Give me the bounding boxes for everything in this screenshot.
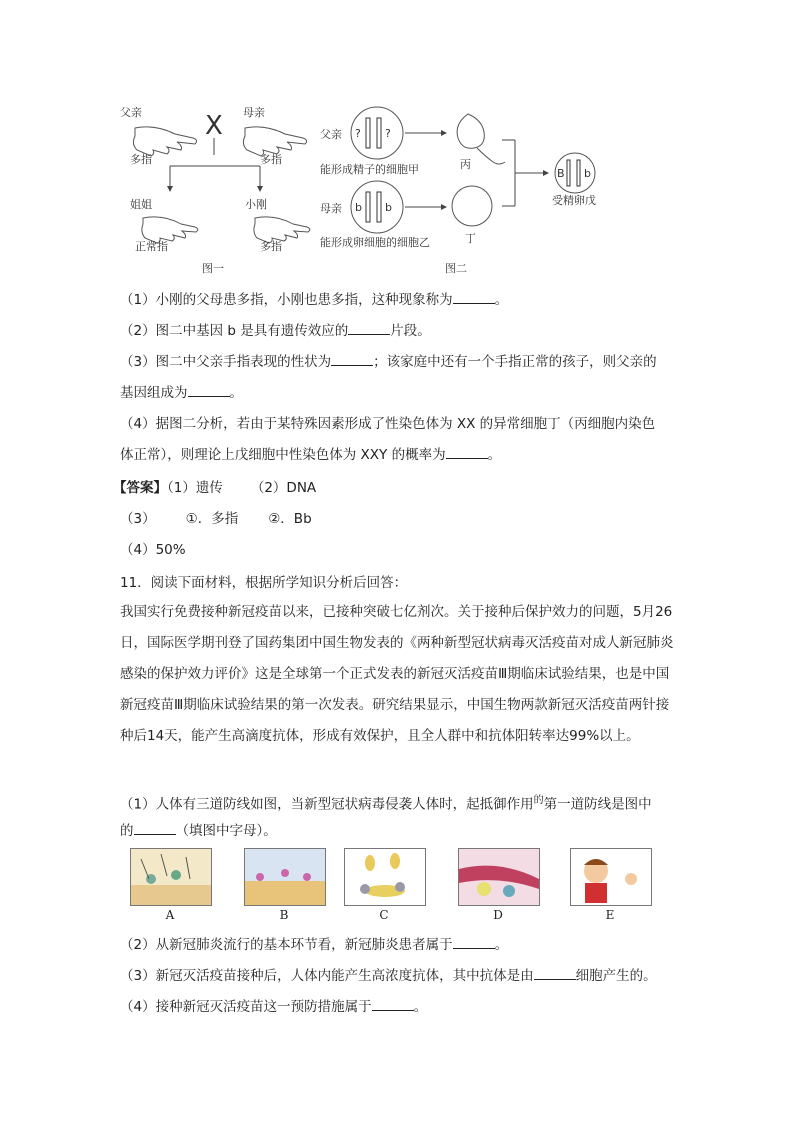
fig1-sister-label: 姐姐 — [130, 198, 152, 211]
picture-a — [130, 848, 212, 906]
fig1-mother-label: 母亲 — [243, 106, 265, 119]
answer-blank[interactable] — [348, 322, 390, 335]
answer-blank[interactable] — [188, 384, 230, 397]
fig1-xiaogang-label: 小刚 — [245, 198, 267, 211]
answer-3-2: ②．Bb — [268, 511, 312, 527]
hand-icon — [133, 127, 196, 156]
fig1-father-label: 父亲 — [120, 106, 142, 119]
hand-icon — [243, 127, 306, 156]
picture-b-label: B — [279, 908, 289, 922]
q11-part4: （4）接种新冠灭活疫苗这一预防措施属于 。 — [120, 999, 428, 1015]
answer-row-1 — [113, 478, 316, 498]
q11-part1: （1）人体有三道防线如图，当新型冠状病毒侵袭人体时，起抵御作用$^的$第一道防线是图中 — [120, 795, 652, 813]
q10-part3-cont: 基因组成为 。 — [120, 385, 243, 401]
fig1-father-trait: 多指 — [130, 153, 152, 166]
q10-part2: （2）图二中基因 b 是具有遗传效应的 片段。 — [120, 323, 431, 339]
answer-blank[interactable] — [446, 446, 488, 459]
answer-2: （2）DNA — [250, 480, 317, 496]
answer-blank[interactable] — [453, 936, 495, 949]
fig2-mother-gene-right: b — [385, 201, 392, 214]
q10-part3: （3）图二中父亲手指表现的性状为 ；该家庭中还有一个手指正常的孩子，则父亲的 — [120, 354, 657, 370]
fig1-sister-trait: 正常指 — [135, 240, 168, 253]
answer-label: 【答案】 — [113, 480, 167, 496]
answer-1: （1）遗传 — [167, 480, 223, 496]
q11-material: 我国实行免费接种新冠疫苗以来，已接种突破七亿剂次。关于接种后保护效力的问题，5月26日，国际医学期刊登了国药集团中国生物发表的《两种新型冠状病毒灭活疫苗对成人新冠肺炎感染的保护效力评价》这是全球第一个正式发表的新冠灭活疫苗Ⅲ期临床试验结果，也是中国新冠疫苗Ⅲ期临床试验结果的第一次发表。研究结果显示，中国生物两款新冠灭活疫苗两针接种后14天，能产生高滴度抗体，形成有效保护，且全人群中和抗体阳转率达99%以上。 — [120, 604, 674, 744]
fig2-father-label: 父亲 — [320, 128, 342, 141]
q11-part3: （3）新冠灭活疫苗接种后，人体内能产生高浓度抗体，其中抗体是由 细胞产生的。 — [120, 968, 657, 984]
fig1-caption: 图一 — [202, 262, 224, 275]
fig2-ding-label: 丁 — [465, 232, 476, 245]
answer-blank[interactable] — [453, 291, 495, 304]
q10-part4: （4）据图二分析，若由于某特殊因素形成了性染色体为 XX 的异常细胞丁（丙细胞内染色 — [120, 416, 656, 432]
answer-blank[interactable] — [534, 967, 576, 980]
q11-part2: （2）从新冠肺炎流行的基本环节看，新冠肺炎患者属于 。 — [120, 937, 509, 953]
fig2-cell-b-label: 能形成卵细胞的细胞乙 — [320, 236, 430, 249]
fig2-zygote-gene-right: b — [584, 167, 591, 180]
fig2-cell-a-label: 能形成精子的细胞甲 — [320, 163, 419, 176]
fig2-father-gene-right: ? — [385, 127, 391, 140]
picture-e — [570, 848, 652, 906]
fig2-bing-label: 丙 — [460, 158, 471, 171]
picture-e-label: E — [605, 908, 615, 922]
picture-c — [344, 848, 426, 906]
picture-d-label: D — [493, 908, 503, 922]
fig2-caption: 图二 — [445, 262, 467, 275]
q11-title: 11．阅读下面材料，根据所学知识分析后回答： — [120, 575, 408, 591]
picture-b — [244, 848, 326, 906]
fig2-zygote-label: 受精卵戊 — [552, 194, 596, 207]
answer-blank[interactable] — [134, 822, 176, 835]
picture-c-label: C — [379, 908, 389, 922]
fig1-mother-trait: 多指 — [260, 153, 282, 166]
answer-3-1: ①．多指 — [185, 511, 239, 527]
defense-lines-pictures — [130, 848, 670, 924]
q10-part1: （1）小刚的父母患多指，小刚也患多指，这种现象称为 。 — [120, 292, 509, 308]
cross-symbol: X — [205, 111, 223, 141]
genetics-diagram — [115, 100, 625, 278]
fig2-zygote-gene-left: B — [557, 167, 565, 180]
fig2-mother-label: 母亲 — [320, 202, 342, 215]
q11-part1-cont: 的 （填图中字母）。 — [120, 823, 277, 839]
fig2-mother-gene-left: b — [355, 201, 362, 214]
answer-4: （4）50% — [120, 542, 186, 558]
fig1-xiaogang-trait: 多指 — [260, 240, 282, 253]
answer-row-3: （3） ①．多指 ②．Bb — [120, 511, 312, 527]
picture-a-label: A — [165, 908, 175, 922]
answer-blank[interactable] — [372, 998, 414, 1011]
genetics-figure — [115, 100, 625, 278]
answer-blank[interactable] — [331, 353, 373, 366]
q10-part4-cont: 体正常），则理论上戊细胞中性染色体为 XXY 的概率为 。 — [120, 447, 502, 463]
fig2-father-gene-left: ? — [355, 127, 361, 140]
picture-d — [458, 848, 540, 906]
